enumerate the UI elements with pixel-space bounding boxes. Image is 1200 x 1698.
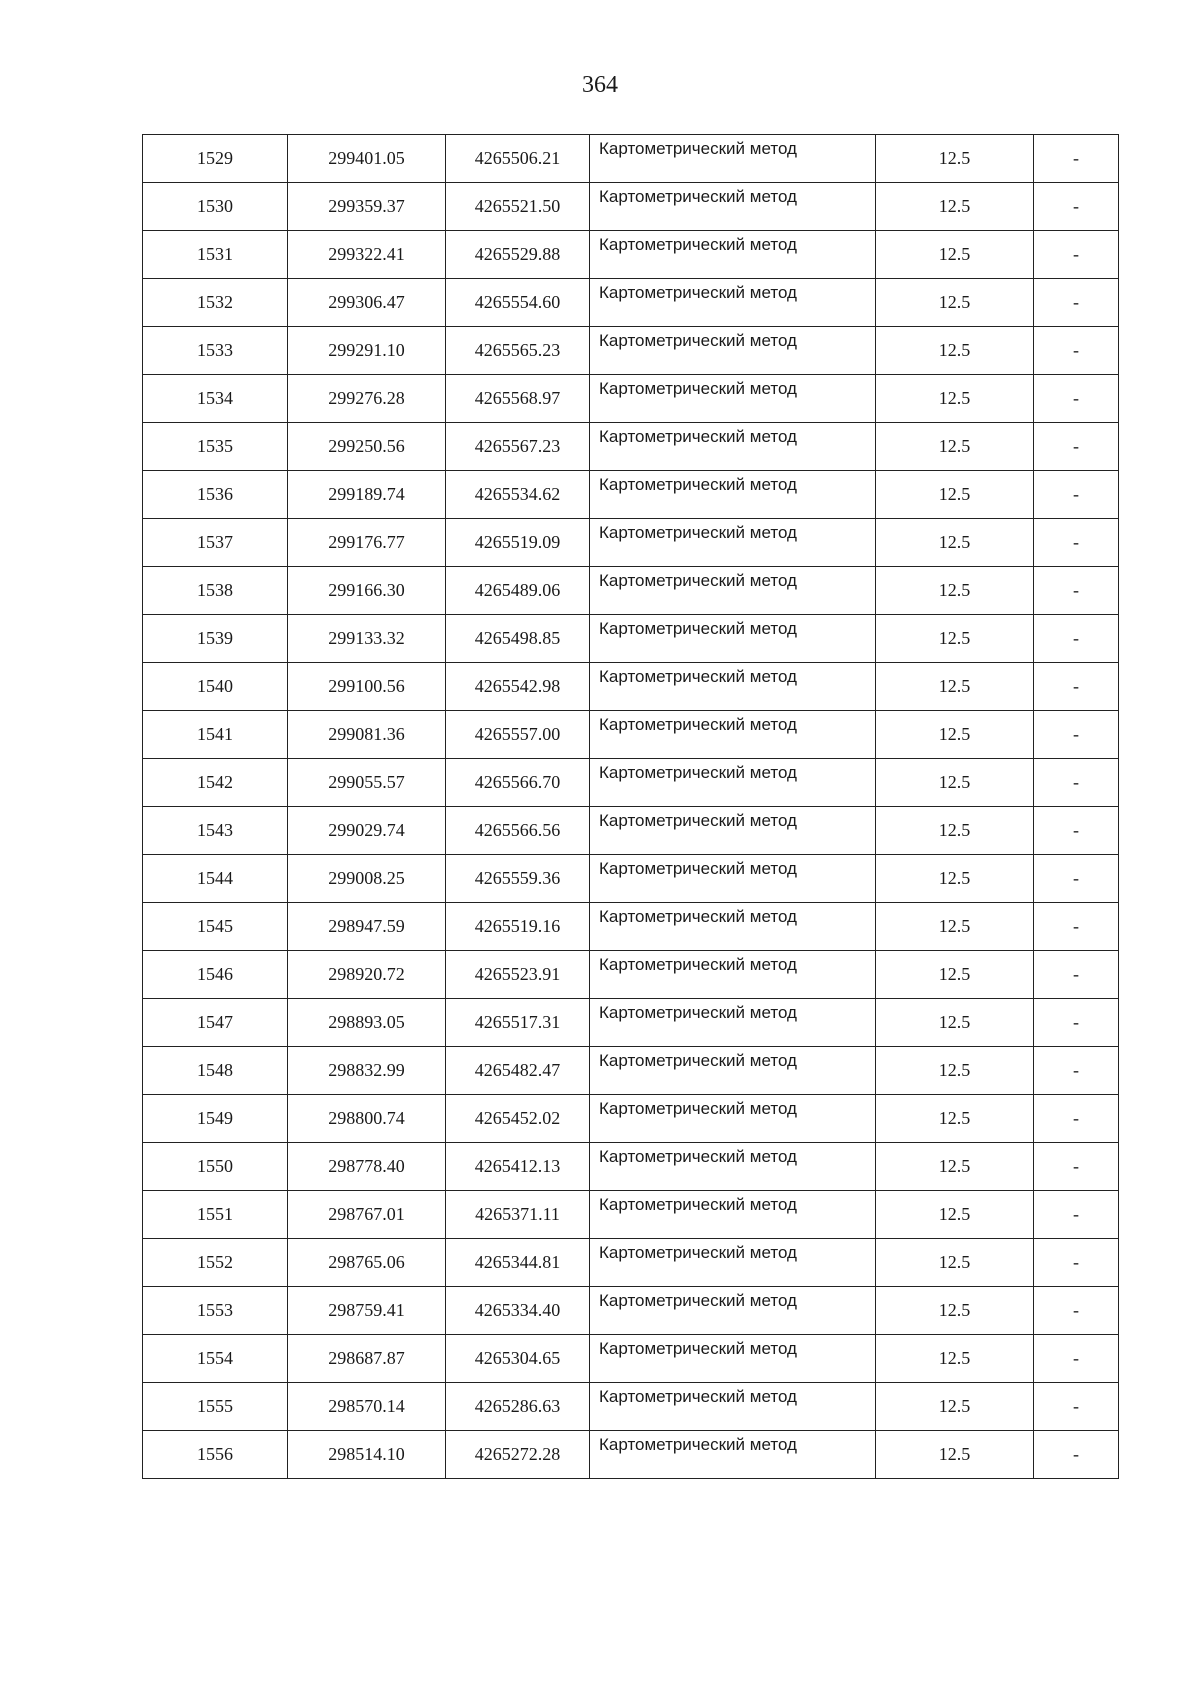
table-row (143, 1287, 1119, 1335)
method-cell: Картометрический метод (590, 951, 876, 999)
table-row (143, 1335, 1119, 1383)
x-coordinate-cell: 298832.99 (288, 1047, 446, 1095)
y-coordinate-cell: 4265286.63 (446, 1383, 590, 1431)
accuracy-cell: 12.5 (876, 1431, 1034, 1479)
y-coordinate-cell: 4265506.21 (446, 135, 590, 183)
accuracy-cell: 12.5 (876, 615, 1034, 663)
description-cell: - (1034, 231, 1119, 279)
x-coordinate-cell: 298920.72 (288, 951, 446, 999)
accuracy-cell: 12.5 (876, 855, 1034, 903)
y-coordinate-cell: 4265519.16 (446, 903, 590, 951)
x-coordinate-cell: 298570.14 (288, 1383, 446, 1431)
table-row (143, 471, 1119, 519)
accuracy-cell: 12.5 (876, 759, 1034, 807)
accuracy-cell: 12.5 (876, 1191, 1034, 1239)
x-coordinate-cell: 299322.41 (288, 231, 446, 279)
description-cell: - (1034, 951, 1119, 999)
y-coordinate-cell: 4265498.85 (446, 615, 590, 663)
y-coordinate-cell: 4265567.23 (446, 423, 590, 471)
table-row (143, 519, 1119, 567)
method-cell: Картометрический метод (590, 519, 876, 567)
point-number-cell: 1530 (143, 183, 288, 231)
method-cell: Картометрический метод (590, 279, 876, 327)
method-cell: Картометрический метод (590, 1191, 876, 1239)
description-cell: - (1034, 375, 1119, 423)
y-coordinate-cell: 4265529.88 (446, 231, 590, 279)
method-cell: Картометрический метод (590, 1143, 876, 1191)
accuracy-cell: 12.5 (876, 279, 1034, 327)
y-coordinate-cell: 4265534.62 (446, 471, 590, 519)
accuracy-cell: 12.5 (876, 663, 1034, 711)
accuracy-cell: 12.5 (876, 903, 1034, 951)
y-coordinate-cell: 4265554.60 (446, 279, 590, 327)
point-number-cell: 1550 (143, 1143, 288, 1191)
x-coordinate-cell: 299176.77 (288, 519, 446, 567)
accuracy-cell: 12.5 (876, 471, 1034, 519)
x-coordinate-cell: 299359.37 (288, 183, 446, 231)
point-number-cell: 1529 (143, 135, 288, 183)
y-coordinate-cell: 4265489.06 (446, 567, 590, 615)
table-row (143, 327, 1119, 375)
point-number-cell: 1543 (143, 807, 288, 855)
accuracy-cell: 12.5 (876, 1047, 1034, 1095)
description-cell: - (1034, 759, 1119, 807)
y-coordinate-cell: 4265482.47 (446, 1047, 590, 1095)
table-row (143, 615, 1119, 663)
table-row (143, 999, 1119, 1047)
x-coordinate-cell: 298800.74 (288, 1095, 446, 1143)
y-coordinate-cell: 4265344.81 (446, 1239, 590, 1287)
point-number-cell: 1556 (143, 1431, 288, 1479)
y-coordinate-cell: 4265559.36 (446, 855, 590, 903)
table-row (143, 1383, 1119, 1431)
x-coordinate-cell: 299100.56 (288, 663, 446, 711)
point-number-cell: 1546 (143, 951, 288, 999)
table-row (143, 1191, 1119, 1239)
accuracy-cell: 12.5 (876, 519, 1034, 567)
method-cell: Картометрический метод (590, 807, 876, 855)
accuracy-cell: 12.5 (876, 807, 1034, 855)
description-cell: - (1034, 615, 1119, 663)
method-cell: Картометрический метод (590, 759, 876, 807)
point-number-cell: 1544 (143, 855, 288, 903)
method-cell: Картометрический метод (590, 1239, 876, 1287)
accuracy-cell: 12.5 (876, 567, 1034, 615)
accuracy-cell: 12.5 (876, 999, 1034, 1047)
x-coordinate-cell: 299008.25 (288, 855, 446, 903)
y-coordinate-cell: 4265566.56 (446, 807, 590, 855)
accuracy-cell: 12.5 (876, 231, 1034, 279)
description-cell: - (1034, 711, 1119, 759)
description-cell: - (1034, 1191, 1119, 1239)
x-coordinate-cell: 298765.06 (288, 1239, 446, 1287)
method-cell: Картометрический метод (590, 183, 876, 231)
accuracy-cell: 12.5 (876, 375, 1034, 423)
point-number-cell: 1541 (143, 711, 288, 759)
method-cell: Картометрический метод (590, 327, 876, 375)
x-coordinate-cell: 299133.32 (288, 615, 446, 663)
method-cell: Картометрический метод (590, 1047, 876, 1095)
x-coordinate-cell: 298893.05 (288, 999, 446, 1047)
y-coordinate-cell: 4265412.13 (446, 1143, 590, 1191)
point-number-cell: 1538 (143, 567, 288, 615)
point-number-cell: 1553 (143, 1287, 288, 1335)
table-row (143, 807, 1119, 855)
description-cell: - (1034, 423, 1119, 471)
description-cell: - (1034, 327, 1119, 375)
y-coordinate-cell: 4265519.09 (446, 519, 590, 567)
description-cell: - (1034, 855, 1119, 903)
method-cell: Картометрический метод (590, 567, 876, 615)
y-coordinate-cell: 4265272.28 (446, 1431, 590, 1479)
table-row (143, 135, 1119, 183)
point-number-cell: 1547 (143, 999, 288, 1047)
point-number-cell: 1531 (143, 231, 288, 279)
x-coordinate-cell: 299189.74 (288, 471, 446, 519)
y-coordinate-cell: 4265566.70 (446, 759, 590, 807)
description-cell: - (1034, 567, 1119, 615)
page-number: 364 (582, 72, 618, 98)
table-row (143, 183, 1119, 231)
method-cell: Картометрический метод (590, 999, 876, 1047)
accuracy-cell: 12.5 (876, 135, 1034, 183)
x-coordinate-cell: 298767.01 (288, 1191, 446, 1239)
x-coordinate-cell: 299055.57 (288, 759, 446, 807)
description-cell: - (1034, 1287, 1119, 1335)
x-coordinate-cell: 299306.47 (288, 279, 446, 327)
y-coordinate-cell: 4265521.50 (446, 183, 590, 231)
y-coordinate-cell: 4265568.97 (446, 375, 590, 423)
point-number-cell: 1551 (143, 1191, 288, 1239)
table-row (143, 1047, 1119, 1095)
table-row (143, 1431, 1119, 1479)
x-coordinate-cell: 299291.10 (288, 327, 446, 375)
table-row (143, 663, 1119, 711)
x-coordinate-cell: 298759.41 (288, 1287, 446, 1335)
description-cell: - (1034, 183, 1119, 231)
y-coordinate-cell: 4265517.31 (446, 999, 590, 1047)
accuracy-cell: 12.5 (876, 423, 1034, 471)
table-row (143, 423, 1119, 471)
x-coordinate-cell: 299401.05 (288, 135, 446, 183)
description-cell: - (1034, 1431, 1119, 1479)
method-cell: Картометрический метод (590, 471, 876, 519)
point-number-cell: 1548 (143, 1047, 288, 1095)
y-coordinate-cell: 4265542.98 (446, 663, 590, 711)
description-cell: - (1034, 999, 1119, 1047)
method-cell: Картометрический метод (590, 1431, 876, 1479)
method-cell: Картометрический метод (590, 135, 876, 183)
x-coordinate-cell: 298687.87 (288, 1335, 446, 1383)
accuracy-cell: 12.5 (876, 183, 1034, 231)
accuracy-cell: 12.5 (876, 1095, 1034, 1143)
x-coordinate-cell: 298947.59 (288, 903, 446, 951)
table-row (143, 231, 1119, 279)
point-number-cell: 1533 (143, 327, 288, 375)
description-cell: - (1034, 807, 1119, 855)
table-row (143, 567, 1119, 615)
description-cell: - (1034, 279, 1119, 327)
point-number-cell: 1554 (143, 1335, 288, 1383)
point-number-cell: 1537 (143, 519, 288, 567)
y-coordinate-cell: 4265371.11 (446, 1191, 590, 1239)
method-cell: Картометрический метод (590, 663, 876, 711)
point-number-cell: 1535 (143, 423, 288, 471)
accuracy-cell: 12.5 (876, 951, 1034, 999)
method-cell: Картометрический метод (590, 231, 876, 279)
point-number-cell: 1532 (143, 279, 288, 327)
description-cell: - (1034, 1239, 1119, 1287)
point-number-cell: 1534 (143, 375, 288, 423)
point-number-cell: 1536 (143, 471, 288, 519)
description-cell: - (1034, 1047, 1119, 1095)
description-cell: - (1034, 903, 1119, 951)
description-cell: - (1034, 471, 1119, 519)
method-cell: Картометрический метод (590, 375, 876, 423)
point-number-cell: 1540 (143, 663, 288, 711)
x-coordinate-cell: 298778.40 (288, 1143, 446, 1191)
method-cell: Картометрический метод (590, 711, 876, 759)
method-cell: Картометрический метод (590, 615, 876, 663)
description-cell: - (1034, 663, 1119, 711)
accuracy-cell: 12.5 (876, 1287, 1034, 1335)
method-cell: Картометрический метод (590, 1287, 876, 1335)
point-number-cell: 1539 (143, 615, 288, 663)
description-cell: - (1034, 519, 1119, 567)
description-cell: - (1034, 1143, 1119, 1191)
method-cell: Картометрический метод (590, 1095, 876, 1143)
y-coordinate-cell: 4265334.40 (446, 1287, 590, 1335)
x-coordinate-cell: 299276.28 (288, 375, 446, 423)
x-coordinate-cell: 299029.74 (288, 807, 446, 855)
point-number-cell: 1542 (143, 759, 288, 807)
method-cell: Картометрический метод (590, 1335, 876, 1383)
x-coordinate-cell: 299166.30 (288, 567, 446, 615)
x-coordinate-cell: 299081.36 (288, 711, 446, 759)
coordinates-table-body (143, 135, 1119, 1479)
table-row (143, 1143, 1119, 1191)
point-number-cell: 1545 (143, 903, 288, 951)
method-cell: Картометрический метод (590, 1383, 876, 1431)
table-row (143, 279, 1119, 327)
table-row (143, 855, 1119, 903)
method-cell: Картометрический метод (590, 423, 876, 471)
table-row (143, 951, 1119, 999)
table-row (143, 711, 1119, 759)
y-coordinate-cell: 4265565.23 (446, 327, 590, 375)
accuracy-cell: 12.5 (876, 1239, 1034, 1287)
y-coordinate-cell: 4265557.00 (446, 711, 590, 759)
table-row (143, 375, 1119, 423)
description-cell: - (1034, 1335, 1119, 1383)
description-cell: - (1034, 1383, 1119, 1431)
y-coordinate-cell: 4265304.65 (446, 1335, 590, 1383)
method-cell: Картометрический метод (590, 855, 876, 903)
table-row (143, 1239, 1119, 1287)
y-coordinate-cell: 4265523.91 (446, 951, 590, 999)
accuracy-cell: 12.5 (876, 1335, 1034, 1383)
accuracy-cell: 12.5 (876, 327, 1034, 375)
accuracy-cell: 12.5 (876, 1143, 1034, 1191)
table-row (143, 759, 1119, 807)
description-cell: - (1034, 135, 1119, 183)
coordinates-table (142, 134, 1119, 1479)
accuracy-cell: 12.5 (876, 1383, 1034, 1431)
method-cell: Картометрический метод (590, 903, 876, 951)
table-row (143, 903, 1119, 951)
accuracy-cell: 12.5 (876, 711, 1034, 759)
table-row (143, 1095, 1119, 1143)
y-coordinate-cell: 4265452.02 (446, 1095, 590, 1143)
description-cell: - (1034, 1095, 1119, 1143)
point-number-cell: 1555 (143, 1383, 288, 1431)
x-coordinate-cell: 299250.56 (288, 423, 446, 471)
point-number-cell: 1552 (143, 1239, 288, 1287)
point-number-cell: 1549 (143, 1095, 288, 1143)
x-coordinate-cell: 298514.10 (288, 1431, 446, 1479)
